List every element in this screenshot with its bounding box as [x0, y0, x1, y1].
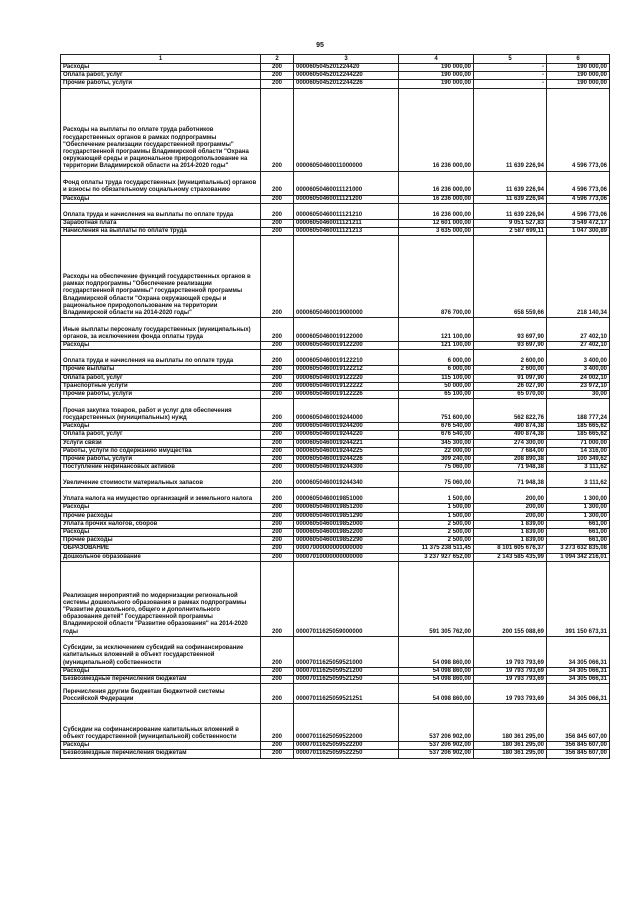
- row-name-cell: Услуги связи: [61, 439, 261, 447]
- row-code-cell: 200: [261, 219, 294, 227]
- row-kbk-cell: 00006050460019244200: [294, 423, 399, 431]
- row-kbk-cell: 00006050460011000000: [294, 88, 399, 171]
- row-kbk-cell: 00006050460019851200: [294, 504, 399, 512]
- row-rest-cell: 3 111,62: [547, 464, 610, 472]
- row-name-cell: Фонд оплаты труда государственных (муниципальных) органов и взносы по обязательному социальному страхованию: [61, 171, 261, 195]
- row-kbk-cell: 00007011625059521200: [294, 667, 399, 675]
- budget-table-container: [60, 54, 607, 759]
- table-row: [61, 374, 610, 382]
- table-row: [61, 423, 610, 431]
- row-name-cell: Иные выплаты персоналу государственных (муниципальных) органов, за исключением фонда оплаты труда: [61, 318, 261, 342]
- row-kbk-cell: 00006050460019851290: [294, 512, 399, 520]
- row-plan-cell: 190 000,00: [399, 64, 474, 72]
- row-exec-cell: 490 874,38: [474, 431, 547, 439]
- table-row: [61, 456, 610, 464]
- row-rest-cell: 34 305 066,31: [547, 684, 610, 704]
- row-code-cell: 200: [261, 537, 294, 545]
- row-rest-cell: 356 845 607,00: [547, 742, 610, 750]
- row-rest-cell: 356 845 607,00: [547, 750, 610, 758]
- row-exec-cell: 2 143 585 435,99: [474, 553, 547, 561]
- row-rest-cell: 24 002,10: [547, 374, 610, 382]
- row-exec-cell: 93 697,90: [474, 318, 547, 342]
- row-exec-cell: 180 361 295,00: [474, 704, 547, 742]
- table-row: [61, 704, 610, 742]
- row-exec-cell: 71 948,38: [474, 464, 547, 472]
- row-code-cell: 200: [261, 382, 294, 390]
- row-plan-cell: 3 635 000,00: [399, 228, 474, 236]
- row-name-cell: Прочие работы, услуги: [61, 80, 261, 88]
- row-kbk-cell: 00007000000000000000: [294, 545, 399, 553]
- row-plan-cell: 2 500,00: [399, 529, 474, 537]
- row-code-cell: 200: [261, 203, 294, 219]
- row-rest-cell: 218 140,34: [547, 236, 610, 318]
- row-name-cell: Расходы на выплаты по оплате труда работников государственных органов в рамках подпрограммы "Обеспечение реализации государственной программы" государственной программы Владимирской области "Охрана окружающей среды и рациональное природопользование на территории Владимирской области на 2014-2020 годы": [61, 88, 261, 171]
- row-exec-cell: 11 639 226,94: [474, 195, 547, 203]
- row-rest-cell: 661,00: [547, 529, 610, 537]
- table-row: [61, 545, 610, 553]
- row-name-cell: Расходы: [61, 195, 261, 203]
- row-exec-cell: 1 839,00: [474, 529, 547, 537]
- row-exec-cell: 658 559,66: [474, 236, 547, 318]
- row-code-cell: 200: [261, 228, 294, 236]
- table-row: [61, 318, 610, 342]
- table-row: [61, 667, 610, 675]
- row-name-cell: Прочие работы, услуги: [61, 391, 261, 399]
- row-code-cell: 200: [261, 318, 294, 342]
- row-name-cell: Безвозмездные перечисления бюджетам: [61, 750, 261, 758]
- row-name-cell: Расходы: [61, 423, 261, 431]
- row-rest-cell: 1 047 300,89: [547, 228, 610, 236]
- row-kbk-cell: 00006050460019244220: [294, 431, 399, 439]
- row-exec-cell: 8 101 605 676,37: [474, 545, 547, 553]
- row-plan-cell: 50 000,00: [399, 382, 474, 390]
- row-code-cell: 200: [261, 431, 294, 439]
- row-code-cell: 200: [261, 488, 294, 504]
- table-row: [61, 228, 610, 236]
- row-kbk-cell: 00006050460011121210: [294, 203, 399, 219]
- row-exec-cell: -: [474, 64, 547, 72]
- row-kbk-cell: 00006050460019122226: [294, 391, 399, 399]
- row-rest-cell: 391 150 673,31: [547, 561, 610, 636]
- row-kbk-cell: 00006050460019244300: [294, 464, 399, 472]
- table-row: [61, 350, 610, 366]
- row-rest-cell: 34 305 066,31: [547, 636, 610, 667]
- row-exec-cell: 26 027,90: [474, 382, 547, 390]
- row-exec-cell: 7 684,00: [474, 447, 547, 455]
- table-row: [61, 553, 610, 561]
- table-header-row: [61, 55, 610, 64]
- row-code-cell: 200: [261, 456, 294, 464]
- row-name-cell: Перечисления другим бюджетам бюджетной системы Российской Федерации: [61, 684, 261, 704]
- row-plan-cell: 591 305 762,00: [399, 561, 474, 636]
- row-rest-cell: 190 000,00: [547, 64, 610, 72]
- row-code-cell: 200: [261, 366, 294, 374]
- table-row: [61, 676, 610, 684]
- table-row: [61, 512, 610, 520]
- row-exec-cell: 71 948,38: [474, 472, 547, 488]
- row-rest-cell: 1 300,00: [547, 504, 610, 512]
- row-plan-cell: 65 100,00: [399, 391, 474, 399]
- row-kbk-cell: 00006050460019244226: [294, 456, 399, 464]
- header-col-1: 1: [61, 55, 261, 64]
- table-row: [61, 520, 610, 528]
- row-exec-cell: 180 361 295,00: [474, 742, 547, 750]
- row-code-cell: 200: [261, 561, 294, 636]
- row-code-cell: 200: [261, 72, 294, 80]
- row-rest-cell: 71 000,00: [547, 439, 610, 447]
- row-code-cell: 200: [261, 374, 294, 382]
- row-kbk-cell: 00006050460019244340: [294, 472, 399, 488]
- row-kbk-cell: 00006050460019122220: [294, 374, 399, 382]
- row-name-cell: Субсидии, за исключением субсидий на софинансирование капитальных вложений в объект государственной (муниципальной) собственности: [61, 636, 261, 667]
- row-code-cell: 200: [261, 529, 294, 537]
- row-plan-cell: 537 206 902,00: [399, 742, 474, 750]
- row-kbk-cell: 00006050460011121200: [294, 195, 399, 203]
- table-row: [61, 464, 610, 472]
- table-row: [61, 382, 610, 390]
- table-row: [61, 88, 610, 171]
- row-plan-cell: 16 236 000,00: [399, 203, 474, 219]
- table-row: [61, 636, 610, 667]
- row-plan-cell: 1 500,00: [399, 488, 474, 504]
- row-code-cell: 200: [261, 399, 294, 423]
- row-name-cell: Расходы: [61, 529, 261, 537]
- row-name-cell: Оплата труда и начисления на выплаты по оплате труда: [61, 203, 261, 219]
- row-name-cell: Начисления на выплаты по оплате труда: [61, 228, 261, 236]
- row-rest-cell: 14 316,00: [547, 447, 610, 455]
- row-kbk-cell: 00006050460019852290: [294, 537, 399, 545]
- row-code-cell: 200: [261, 423, 294, 431]
- row-kbk-cell: 00007011625059522000: [294, 704, 399, 742]
- table-row: [61, 72, 610, 80]
- row-exec-cell: 200 155 088,69: [474, 561, 547, 636]
- row-rest-cell: 185 665,62: [547, 431, 610, 439]
- row-name-cell: Прочие работы, услуги: [61, 456, 261, 464]
- row-plan-cell: 6 000,00: [399, 366, 474, 374]
- row-kbk-cell: 00006050460019852000: [294, 520, 399, 528]
- row-rest-cell: 4 596 773,06: [547, 88, 610, 171]
- row-plan-cell: 54 098 860,00: [399, 667, 474, 675]
- row-rest-cell: 34 305 066,31: [547, 676, 610, 684]
- row-name-cell: Прочая закупка товаров, работ и услуг для обеспечения государственных (муниципальных) нужд: [61, 399, 261, 423]
- row-exec-cell: -: [474, 80, 547, 88]
- row-plan-cell: 537 206 902,00: [399, 750, 474, 758]
- row-name-cell: Работы, услуги по содержанию имущества: [61, 447, 261, 455]
- row-rest-cell: 4 596 773,06: [547, 203, 610, 219]
- row-code-cell: 200: [261, 439, 294, 447]
- row-kbk-cell: 00006050460019244221: [294, 439, 399, 447]
- row-name-cell: Оплата работ, услуг: [61, 72, 261, 80]
- row-code-cell: 200: [261, 667, 294, 675]
- row-exec-cell: 274 300,00: [474, 439, 547, 447]
- table-row: [61, 203, 610, 219]
- row-kbk-cell: 00006050460019122212: [294, 366, 399, 374]
- row-exec-cell: 208 890,38: [474, 456, 547, 464]
- row-kbk-cell: 00007011625059521251: [294, 684, 399, 704]
- row-rest-cell: 34 305 066,31: [547, 667, 610, 675]
- row-kbk-cell: 00006050460011121213: [294, 228, 399, 236]
- row-kbk-cell: 0000605045201224420: [294, 64, 399, 72]
- table-row: [61, 171, 610, 195]
- row-name-cell: Оплата работ, услуг: [61, 431, 261, 439]
- row-code-cell: 200: [261, 512, 294, 520]
- row-exec-cell: -: [474, 72, 547, 80]
- row-plan-cell: 309 240,00: [399, 456, 474, 464]
- row-rest-cell: 661,00: [547, 537, 610, 545]
- row-rest-cell: 190 000,00: [547, 80, 610, 88]
- table-row: [61, 537, 610, 545]
- row-name-cell: Уплата прочих налогов, сборов: [61, 520, 261, 528]
- row-plan-cell: 16 236 000,00: [399, 195, 474, 203]
- header-col-6: 6: [547, 55, 610, 64]
- row-plan-cell: 1 500,00: [399, 504, 474, 512]
- row-rest-cell: 1 094 342 216,01: [547, 553, 610, 561]
- row-plan-cell: 75 060,00: [399, 464, 474, 472]
- row-name-cell: Заработная плата: [61, 219, 261, 227]
- row-code-cell: 200: [261, 171, 294, 195]
- row-exec-cell: 19 793 793,69: [474, 676, 547, 684]
- row-plan-cell: 537 206 902,00: [399, 704, 474, 742]
- row-kbk-cell: 00007011625059521250: [294, 676, 399, 684]
- row-name-cell: Уплата налога на имущество организаций и земельного налога: [61, 488, 261, 504]
- row-plan-cell: 121 100,00: [399, 342, 474, 350]
- row-plan-cell: 54 098 860,00: [399, 636, 474, 667]
- row-name-cell: Реализация мероприятий по модернизации региональной системы дошкольного образования в рамках подпрограммы "Развитие дошкольного, общего и дополнительного образования детей" Государственной программы Владимирской области "Развитие образования" на 2014-2020 годы: [61, 561, 261, 636]
- row-rest-cell: 100 349,62: [547, 456, 610, 464]
- row-rest-cell: 1 300,00: [547, 512, 610, 520]
- row-name-cell: ОБРАЗОВАНИЕ: [61, 545, 261, 553]
- row-exec-cell: 2 587 699,11: [474, 228, 547, 236]
- row-code-cell: 200: [261, 64, 294, 72]
- row-rest-cell: 3 273 632 835,08: [547, 545, 610, 553]
- table-row: [61, 504, 610, 512]
- row-plan-cell: 676 540,00: [399, 423, 474, 431]
- row-name-cell: Оплата работ, услуг: [61, 374, 261, 382]
- row-rest-cell: 1 300,00: [547, 488, 610, 504]
- row-code-cell: 200: [261, 684, 294, 704]
- row-exec-cell: 1 839,00: [474, 537, 547, 545]
- row-exec-cell: 1 839,00: [474, 520, 547, 528]
- row-plan-cell: 345 300,00: [399, 439, 474, 447]
- row-code-cell: 200: [261, 342, 294, 350]
- row-plan-cell: 6 000,00: [399, 350, 474, 366]
- row-exec-cell: 91 097,90: [474, 374, 547, 382]
- row-kbk-cell: 00006050460019244225: [294, 447, 399, 455]
- table-row: [61, 80, 610, 88]
- row-exec-cell: 9 051 527,83: [474, 219, 547, 227]
- row-plan-cell: 751 600,00: [399, 399, 474, 423]
- header-col-5: 5: [474, 55, 547, 64]
- table-row: [61, 391, 610, 399]
- row-code-cell: 200: [261, 236, 294, 318]
- row-rest-cell: 185 665,62: [547, 423, 610, 431]
- row-code-cell: 200: [261, 750, 294, 758]
- row-plan-cell: 16 236 000,00: [399, 171, 474, 195]
- row-code-cell: 200: [261, 504, 294, 512]
- row-plan-cell: 2 500,00: [399, 520, 474, 528]
- row-name-cell: Расходы: [61, 504, 261, 512]
- row-kbk-cell: 00006050460011121211: [294, 219, 399, 227]
- row-name-cell: Прочие расходы: [61, 537, 261, 545]
- row-exec-cell: 19 793 793,69: [474, 636, 547, 667]
- row-rest-cell: 356 845 607,00: [547, 704, 610, 742]
- table-row: [61, 447, 610, 455]
- row-kbk-cell: 00006050460019851000: [294, 488, 399, 504]
- header-col-4: 4: [399, 55, 474, 64]
- row-plan-cell: 676 540,00: [399, 431, 474, 439]
- table-row: [61, 431, 610, 439]
- row-exec-cell: 19 793 793,69: [474, 667, 547, 675]
- row-name-cell: Расходы: [61, 742, 261, 750]
- row-plan-cell: 190 000,00: [399, 80, 474, 88]
- row-rest-cell: 23 972,10: [547, 382, 610, 390]
- row-rest-cell: 3 400,00: [547, 350, 610, 366]
- row-code-cell: 200: [261, 472, 294, 488]
- row-kbk-cell: 00006050460019852200: [294, 529, 399, 537]
- row-kbk-cell: 00007011625059521000: [294, 636, 399, 667]
- row-plan-cell: 22 000,00: [399, 447, 474, 455]
- row-rest-cell: 4 596 773,06: [547, 195, 610, 203]
- row-name-cell: Увеличение стоимости материальных запасов: [61, 472, 261, 488]
- budget-table: [60, 54, 610, 759]
- row-exec-cell: 11 639 226,94: [474, 203, 547, 219]
- table-row: [61, 236, 610, 318]
- row-plan-cell: 190 000,00: [399, 72, 474, 80]
- row-name-cell: Расходы: [61, 64, 261, 72]
- row-kbk-cell: 00006050460019244000: [294, 399, 399, 423]
- table-row: [61, 561, 610, 636]
- row-plan-cell: 121 100,00: [399, 318, 474, 342]
- row-name-cell: Дошкольное образование: [61, 553, 261, 561]
- table-row: [61, 342, 610, 350]
- row-kbk-cell: 00007011625059522200: [294, 742, 399, 750]
- row-code-cell: 200: [261, 520, 294, 528]
- row-rest-cell: 30,00: [547, 391, 610, 399]
- table-row: [61, 219, 610, 227]
- row-exec-cell: 19 793 793,69: [474, 684, 547, 704]
- row-rest-cell: 4 596 773,06: [547, 171, 610, 195]
- row-code-cell: 200: [261, 464, 294, 472]
- row-rest-cell: 3 400,00: [547, 366, 610, 374]
- row-code-cell: 200: [261, 447, 294, 455]
- row-code-cell: 200: [261, 636, 294, 667]
- row-name-cell: Расходы на обеспечение функций государственных органов в рамках подпрограммы "Обеспечение реализации государственной программы" государственной программы Владимирской области "Охрана окружающей среды и рациональное природопользование на территории Владимирской области на 2014-2020 годы": [61, 236, 261, 318]
- row-rest-cell: 27 402,10: [547, 342, 610, 350]
- row-plan-cell: 75 060,00: [399, 472, 474, 488]
- row-name-cell: Оплата труда и начисления на выплаты по оплате труда: [61, 350, 261, 366]
- row-plan-cell: 876 700,00: [399, 236, 474, 318]
- table-row: [61, 488, 610, 504]
- row-code-cell: 200: [261, 742, 294, 750]
- row-plan-cell: 2 500,00: [399, 537, 474, 545]
- row-plan-cell: 11 375 238 511,45: [399, 545, 474, 553]
- row-name-cell: Расходы: [61, 342, 261, 350]
- row-rest-cell: 3 549 472,17: [547, 219, 610, 227]
- row-name-cell: Безвозмездные перечисления бюджетам: [61, 676, 261, 684]
- row-exec-cell: 562 822,76: [474, 399, 547, 423]
- row-plan-cell: 1 500,00: [399, 512, 474, 520]
- row-code-cell: 200: [261, 80, 294, 88]
- row-kbk-cell: 00006050452012244226: [294, 80, 399, 88]
- table-row: [61, 750, 610, 758]
- row-exec-cell: 490 874,38: [474, 423, 547, 431]
- row-plan-cell: 3 237 927 652,00: [399, 553, 474, 561]
- row-name-cell: Расходы: [61, 667, 261, 675]
- row-code-cell: 200: [261, 391, 294, 399]
- header-col-2: 2: [261, 55, 294, 64]
- row-kbk-cell: 00006050452012244220: [294, 72, 399, 80]
- row-exec-cell: 11 639 226,94: [474, 88, 547, 171]
- row-kbk-cell: 00006050460019122222: [294, 382, 399, 390]
- row-exec-cell: 200,00: [474, 504, 547, 512]
- row-name-cell: Прочие выплаты: [61, 366, 261, 374]
- row-name-cell: Прочие расходы: [61, 512, 261, 520]
- row-exec-cell: 200,00: [474, 512, 547, 520]
- row-kbk-cell: 00006050460019122000: [294, 318, 399, 342]
- row-plan-cell: 16 236 000,00: [399, 88, 474, 171]
- table-row: [61, 64, 610, 72]
- table-row: [61, 439, 610, 447]
- row-rest-cell: 190 000,00: [547, 72, 610, 80]
- row-exec-cell: 2 600,00: [474, 350, 547, 366]
- row-plan-cell: 54 098 860,00: [399, 676, 474, 684]
- row-plan-cell: 115 100,00: [399, 374, 474, 382]
- table-row: [61, 742, 610, 750]
- row-exec-cell: 11 639 226,94: [474, 171, 547, 195]
- row-rest-cell: 3 111,62: [547, 472, 610, 488]
- row-code-cell: 200: [261, 704, 294, 742]
- table-row: [61, 366, 610, 374]
- table-row: [61, 195, 610, 203]
- header-col-3: 3: [294, 55, 399, 64]
- row-kbk-cell: 00006050460019122210: [294, 350, 399, 366]
- row-exec-cell: 2 600,00: [474, 366, 547, 374]
- row-code-cell: 200: [261, 545, 294, 553]
- row-exec-cell: 65 070,00: [474, 391, 547, 399]
- row-name-cell: Поступление нефинансовых активов: [61, 464, 261, 472]
- row-code-cell: 200: [261, 88, 294, 171]
- row-kbk-cell: 00006050460019122200: [294, 342, 399, 350]
- row-kbk-cell: 00006050460019000000: [294, 236, 399, 318]
- row-kbk-cell: 00007011625059522250: [294, 750, 399, 758]
- row-code-cell: 200: [261, 195, 294, 203]
- table-row: [61, 684, 610, 704]
- row-kbk-cell: 00007010000000000000: [294, 553, 399, 561]
- row-exec-cell: 180 361 295,00: [474, 750, 547, 758]
- row-rest-cell: 27 402,10: [547, 318, 610, 342]
- row-code-cell: 200: [261, 676, 294, 684]
- table-row: [61, 529, 610, 537]
- row-plan-cell: 54 098 860,00: [399, 684, 474, 704]
- row-rest-cell: 188 777,24: [547, 399, 610, 423]
- row-name-cell: Субсидии на софинансирование капитальных вложений в объект государственной (муниципальной) собственности: [61, 704, 261, 742]
- row-code-cell: 200: [261, 350, 294, 366]
- row-code-cell: 200: [261, 553, 294, 561]
- row-name-cell: Транспортные услуги: [61, 382, 261, 390]
- row-kbk-cell: 00006050460011121000: [294, 171, 399, 195]
- table-row: [61, 399, 610, 423]
- row-exec-cell: 93 697,90: [474, 342, 547, 350]
- row-exec-cell: 200,00: [474, 488, 547, 504]
- table-row: [61, 472, 610, 488]
- row-rest-cell: 661,00: [547, 520, 610, 528]
- row-plan-cell: 12 601 000,00: [399, 219, 474, 227]
- page-number: 95: [316, 42, 324, 49]
- row-kbk-cell: 00007011625059000000: [294, 561, 399, 636]
